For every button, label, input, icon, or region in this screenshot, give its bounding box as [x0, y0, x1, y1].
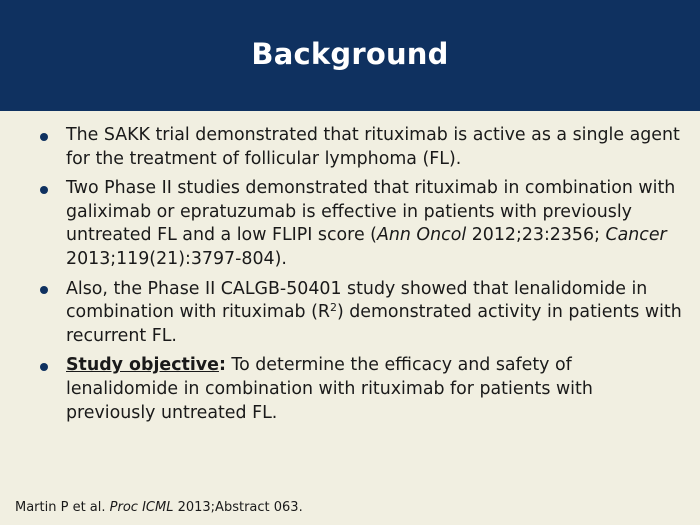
citation-footer — [15, 500, 303, 515]
bullet-text: Two Phase II studies demonstrated that rituximab in combination with galiximab or epratuzumab is effective in patients with previously untreated FL and a low FLIPI score ( — [66, 178, 676, 246]
bullet-dot-icon — [40, 186, 48, 194]
bullet-text: The SAKK trial demonstrated that rituximab is active as a single agent for the treatment of follicular lymphoma (FL). — [66, 125, 680, 169]
bullet-text: Also, the Phase II CALGB-50401 study showed that lenalidomide in combination with rituximab (R — [66, 278, 648, 323]
reference-journal: Ann Oncol — [376, 225, 467, 246]
reference-detail: 2013;119(21):3797-804). — [66, 248, 287, 269]
bullet-list — [36, 124, 682, 431]
superscript: 2 — [329, 301, 337, 315]
bullet-text: To determine the efficacy and safety of lenalidomide in combination with rituximab for patients with previously untreated FL. — [66, 355, 593, 423]
bullet-item-calgb-study — [36, 278, 682, 349]
bullet-dot-icon — [40, 133, 48, 141]
objective-colon: : — [218, 355, 226, 376]
slide-title: Background — [251, 36, 449, 71]
bullet-item-sakk-trial — [36, 124, 682, 171]
bullet-item-study-objective — [36, 354, 682, 425]
bullet-text-continued: ) demonstrated activity in patients with recurrent FL. — [66, 302, 682, 346]
citation-author: Martin P et al. — [15, 500, 110, 515]
citation-detail: 2013;Abstract 063. — [173, 500, 303, 515]
bullet-dot-icon — [40, 286, 48, 294]
study-objective-label: Study objective — [66, 355, 219, 376]
reference-detail: 2012;23:2356; — [466, 225, 606, 246]
title-bar — [0, 0, 700, 111]
bullet-item-phase-ii-studies — [36, 177, 682, 271]
citation-journal: Proc ICML — [109, 500, 174, 515]
reference-journal: Cancer — [605, 225, 667, 246]
bullet-dot-icon — [40, 363, 48, 371]
